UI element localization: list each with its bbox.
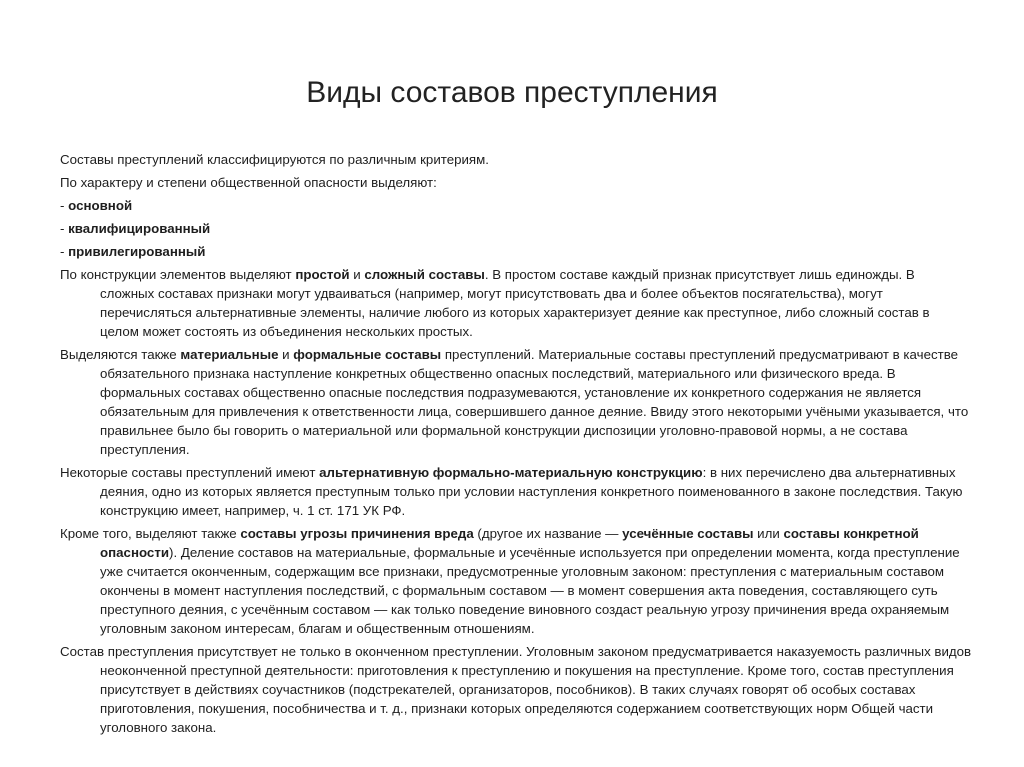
text-run: или bbox=[753, 526, 784, 541]
slide-title: Виды составов преступления bbox=[306, 76, 718, 109]
bold-term: формальные составы bbox=[293, 347, 442, 362]
list-item bbox=[60, 242, 972, 261]
text-run: По конструкции элементов выделяют bbox=[60, 267, 296, 282]
intro-line-1: Составы преступлений классифицируются по различным критериям. bbox=[60, 152, 489, 167]
text-run: Выделяются также bbox=[60, 347, 181, 362]
bold-term: составы угрозы причинения вреда bbox=[240, 526, 474, 541]
text-run: Кроме того, выделяют также bbox=[60, 526, 241, 541]
list-item-text: основной bbox=[68, 198, 133, 213]
bold-term: сложный составы bbox=[364, 267, 485, 282]
text-run: Некоторые составы преступлений имеют bbox=[60, 465, 320, 480]
list-item bbox=[60, 196, 972, 215]
list-dash: - bbox=[60, 221, 69, 236]
paragraph-alternative bbox=[60, 463, 972, 520]
text-run: Состав преступления присутствует не только в оконченном преступлении. Уголовным законом предусматривается наказуемость различных видов неоконченной преступной деятельности: приготовления к преступлению и покушения на преступление. Кроме того, состав преступления присутствует в действиях соучастников (подстрекателей, организаторов, пособников). В таких случаях говорят об особых составах приготовления, покушения, пособничества и т. д., признаки которых определяются содержанием соответствующих норм Общей части уголовного закона. bbox=[60, 644, 972, 735]
bold-term: усечённые составы bbox=[622, 526, 754, 541]
list-dash: - bbox=[60, 244, 69, 259]
text-run: и bbox=[349, 267, 365, 282]
intro-line-2: По характеру и степени общественной опасности выделяют: bbox=[60, 175, 437, 190]
paragraph-threat bbox=[60, 524, 972, 638]
text-run: : в них перечислено два альтернативных деяния, одно из которых является преступным только при условии наступления конкретного поименованного в законе последствия. Такую конструкцию имеет, например, ч. 1 ст. 171 УК РФ. bbox=[100, 465, 963, 518]
bold-term: составы конкретной опасности bbox=[100, 526, 919, 560]
list-item bbox=[60, 219, 972, 238]
paragraph-unfinished bbox=[60, 642, 972, 737]
list-item-text: привилегированный bbox=[68, 244, 206, 259]
text-run: и bbox=[278, 347, 294, 362]
paragraph-construction bbox=[60, 265, 972, 341]
paragraph-material-formal bbox=[60, 345, 972, 459]
bold-term: материальные bbox=[180, 347, 279, 362]
list-item-text: квалифицированный bbox=[68, 221, 211, 236]
text-run: . В простом составе каждый признак присутствует лишь единожды. В сложных составах признаки могут удваиваться (например, могут присутствовать два и более объектов посягательства), могут перечисляться альтернативные элементы, наличие любого из которых характеризует деяние как преступное, либо сложный состав в целом может состоять из объединения нескольких простых. bbox=[100, 267, 930, 339]
bold-term: альтернативную формально-материальную конструкцию bbox=[319, 465, 703, 480]
text-run: преступлений. Материальные составы преступлений предусматривают в качестве обязательного признака наступление конкретных общественно опасных последствий, материального или физического вреда. В формальных составах общественно опасные последствия подразумеваются, установление их конкретного содержания не является обязательным для привлечения к ответственности лица, совершившего данное деяние. Ввиду этого некоторыми учёными указывается, что правильнее было бы говорить о материальной или формальной конструкции диспозиции уголовно-правовой нормы, а не состава преступления. bbox=[100, 347, 969, 457]
bold-term: простой bbox=[295, 267, 350, 282]
text-run: (другое их название — bbox=[473, 526, 623, 541]
list-dash: - bbox=[60, 198, 69, 213]
slide-content bbox=[60, 150, 972, 741]
text-run: ). Деление составов на материальные, формальные и усечённые используется при определении момента, когда преступление уже считается оконченным, содержащим все признаки, предусмотренные уголовным законом: преступления с материальным составом окончены в момент наступления последствий, с формальным составом — в момент совершения акта поведения, составляющего суть преступного деяния, с усечённым составом — как только поведение виновного создаст реальную угрозу причинения вреда охраняемым уголовным законом интересам, благам и общественным отношениям. bbox=[100, 545, 960, 636]
